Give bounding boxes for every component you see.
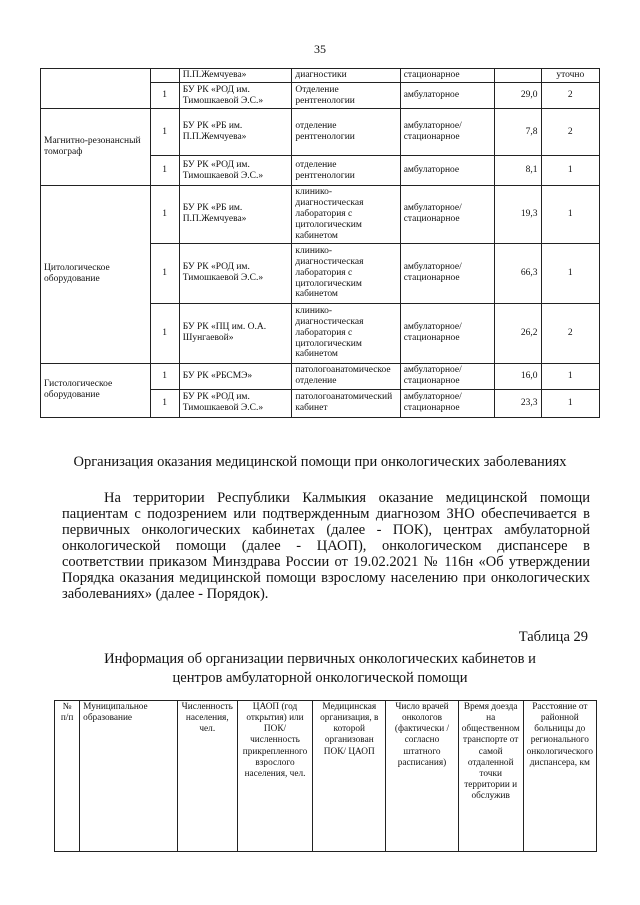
column-header: Расстояние от районной больницы до регионального онкологического диспансера, км (523, 701, 596, 852)
organization-cell: БУ РК «ПЦ им. О.А. Шунгаевой» (179, 303, 292, 363)
organization-cell: П.П.Жемчуева» (179, 69, 292, 83)
organization-cell: БУ РК «РБ им. П.П.Жемчуева» (179, 186, 292, 244)
shifts-cell: 2 (541, 303, 599, 363)
table-caption: Таблица 29 (518, 629, 588, 645)
header-row (55, 701, 597, 852)
department-cell: клинико-диагностическая лаборатория с цитологическим кабинетом (292, 303, 400, 363)
column-header: № п/п (55, 701, 80, 852)
count-cell: 1 (150, 109, 179, 156)
count-cell: 1 (150, 156, 179, 186)
shifts-cell: 1 (541, 156, 599, 186)
equipment-cell (41, 69, 151, 109)
count-cell: 1 (150, 389, 179, 417)
organization-cell: БУ РК «РОД им. Тимошкаевой Э.С.» (179, 389, 292, 417)
department-cell: патологоанатомическое отделение (292, 363, 400, 389)
care-type-cell: амбулаторное/ стационарное (400, 109, 494, 156)
shifts-cell: 1 (541, 186, 599, 244)
organization-cell: БУ РК «РБ им. П.П.Жемчуева» (179, 109, 292, 156)
shifts-cell: 1 (541, 243, 599, 303)
care-type-cell: амбулаторное/ стационарное (400, 243, 494, 303)
body-paragraph (62, 490, 590, 602)
organization-cell: БУ РК «РОД им. Тимошкаевой Э.С.» (179, 243, 292, 303)
department-cell: клинико-диагностическая лаборатория с цитологическим кабинетом (292, 243, 400, 303)
shifts-cell: 2 (541, 83, 599, 109)
shifts-cell: 1 (541, 389, 599, 417)
equipment-cell: Магнитно-резонансный томограф (41, 109, 151, 186)
care-type-cell: амбулаторное (400, 156, 494, 186)
load-cell: 26,2 (494, 303, 541, 363)
table-row (41, 186, 600, 244)
count-cell: 1 (150, 363, 179, 389)
table-row (41, 109, 600, 156)
equipment-cell: Цитологическое оборудование (41, 186, 151, 364)
care-type-cell: амбулаторное/ стационарное (400, 303, 494, 363)
department-cell: Отделение рентгенологии (292, 83, 400, 109)
care-type-cell: амбулаторное/ стационарное (400, 186, 494, 244)
equipment-cell: Гистологическое оборудование (41, 363, 151, 417)
organization-cell: БУ РК «РБСМЭ» (179, 363, 292, 389)
organization-cell: БУ РК «РОД им. Тимошкаевой Э.С.» (179, 156, 292, 186)
load-cell (494, 69, 541, 83)
table-row (41, 363, 600, 389)
count-cell: 1 (150, 303, 179, 363)
shifts-cell: 2 (541, 109, 599, 156)
organization-cell: БУ РК «РОД им. Тимошкаевой Э.С.» (179, 83, 292, 109)
count-cell: 1 (150, 243, 179, 303)
column-header: Численность населения, чел. (177, 701, 237, 852)
page-number: 35 (314, 42, 326, 56)
equipment-table (40, 68, 600, 418)
department-cell: диагностики (292, 69, 400, 83)
count-cell (150, 69, 179, 83)
column-header: Время доезда на общественном транспорте от самой отдаленной точки территории и обслужив (458, 701, 523, 852)
column-header: Число врачей онкологов (фактически /согласно штатного расписания) (386, 701, 459, 852)
load-cell: 29,0 (494, 83, 541, 109)
department-cell: клинико-диагностическая лаборатория с цитологическим кабинетом (292, 186, 400, 244)
table-29-header (54, 700, 597, 852)
department-cell: патологоанатомический кабинет (292, 389, 400, 417)
count-cell: 1 (150, 186, 179, 244)
shifts-cell: 1 (541, 363, 599, 389)
section-heading: Организация оказания медицинской помощи при онкологических заболеваниях (73, 454, 567, 470)
count-cell: 1 (150, 83, 179, 109)
column-header: ЦАОП (год открытия) или ПОК/ численность прикрепленного взрослого населения, чел. (237, 701, 313, 852)
load-cell: 66,3 (494, 243, 541, 303)
department-cell: отделение рентгенологии (292, 156, 400, 186)
shifts-cell: уточно (541, 69, 599, 83)
department-cell: отделение рентгенологии (292, 109, 400, 156)
care-type-cell: стационарное (400, 69, 494, 83)
column-header: Медицинская организация, в которой организован ПОК/ ЦАОП (313, 701, 386, 852)
load-cell: 19,3 (494, 186, 541, 244)
load-cell: 8,1 (494, 156, 541, 186)
table-row (41, 69, 600, 83)
care-type-cell: амбулаторное/ стационарное (400, 363, 494, 389)
care-type-cell: амбулаторное (400, 83, 494, 109)
care-type-cell: амбулаторное/ стационарное (400, 389, 494, 417)
load-cell: 7,8 (494, 109, 541, 156)
load-cell: 23,3 (494, 389, 541, 417)
load-cell: 16,0 (494, 363, 541, 389)
paragraph-text: На территории Республики Калмыкия оказание медицинской помощи пациентам с подозрением или подтвержденным диагнозом ЗНО обеспечивается в первичных онкологических кабинетах (далее - ПОК), центрах амбулаторной онкологической помощи (далее - ЦАОП), онкологическом диспансере в соответствии приказом Минздрава России от 19.02.2021 № 116н «Об утверждении Порядка оказания медицинской помощи взрослому населению при онкологических заболеваниях» (далее - Порядок). (62, 490, 590, 602)
column-header: Муниципальное образование (80, 701, 178, 852)
table-title: Информация об организации первичных онкологических кабинетов и центров амбулаторной онкологической помощи (104, 651, 536, 686)
